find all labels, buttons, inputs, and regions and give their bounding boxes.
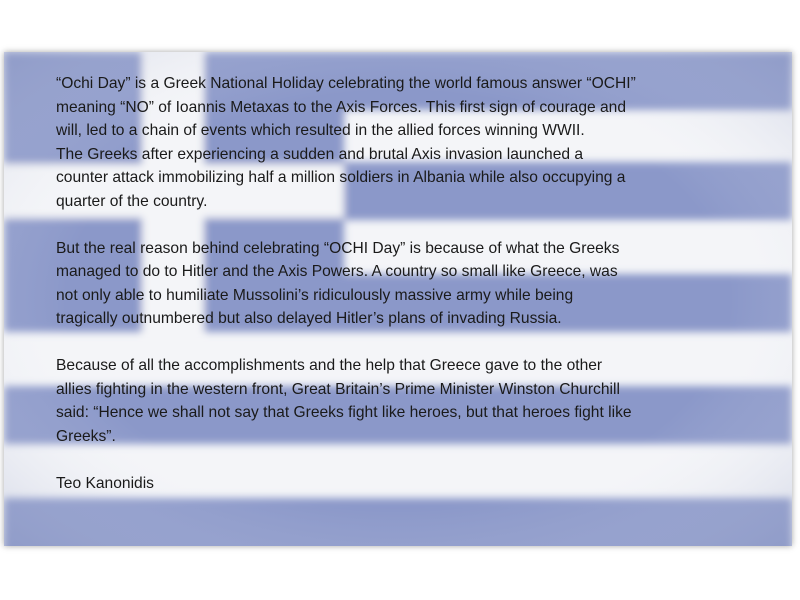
author-name: Teo Kanonidis	[56, 474, 154, 492]
article-text	[56, 72, 756, 495]
paragraph-ochi-day-intro: “Ochi Day” is a Greek National Holiday celebrating the world famous answer “OCHI” meaning “NO” of Ioannis Metaxas to the Axis Forces. This first sign of courage and will, led to a chain of events which resulted in the allied forces winning WWII. The Greeks after experiencing a sudden and brutal Axis invasion launched a counter attack immobilizing half a million soldiers in Albania while also occupying a quarter of the country.	[56, 75, 636, 210]
paragraph-real-reason: But the real reason behind celebrating “OCHI Day” is because of what the Greeks managed to do to Hitler and the Axis Powers. A country so small like Greece, was not only able to humiliate Mussolini’s ridiculously massive army while being tragically outnumbered but also delayed Hitler’s plans of invading Russia.	[56, 239, 620, 327]
greek-flag-background	[4, 52, 792, 546]
paragraph-churchill-quote: Because of all the accomplishments and the help that Greece gave to the other allies fighting in the western front, Great Britain’s Prime Minister Winston Churchill said: “Hence we shall not say that Greeks fight like heroes, but that heroes fight like Greeks”.	[56, 357, 632, 445]
